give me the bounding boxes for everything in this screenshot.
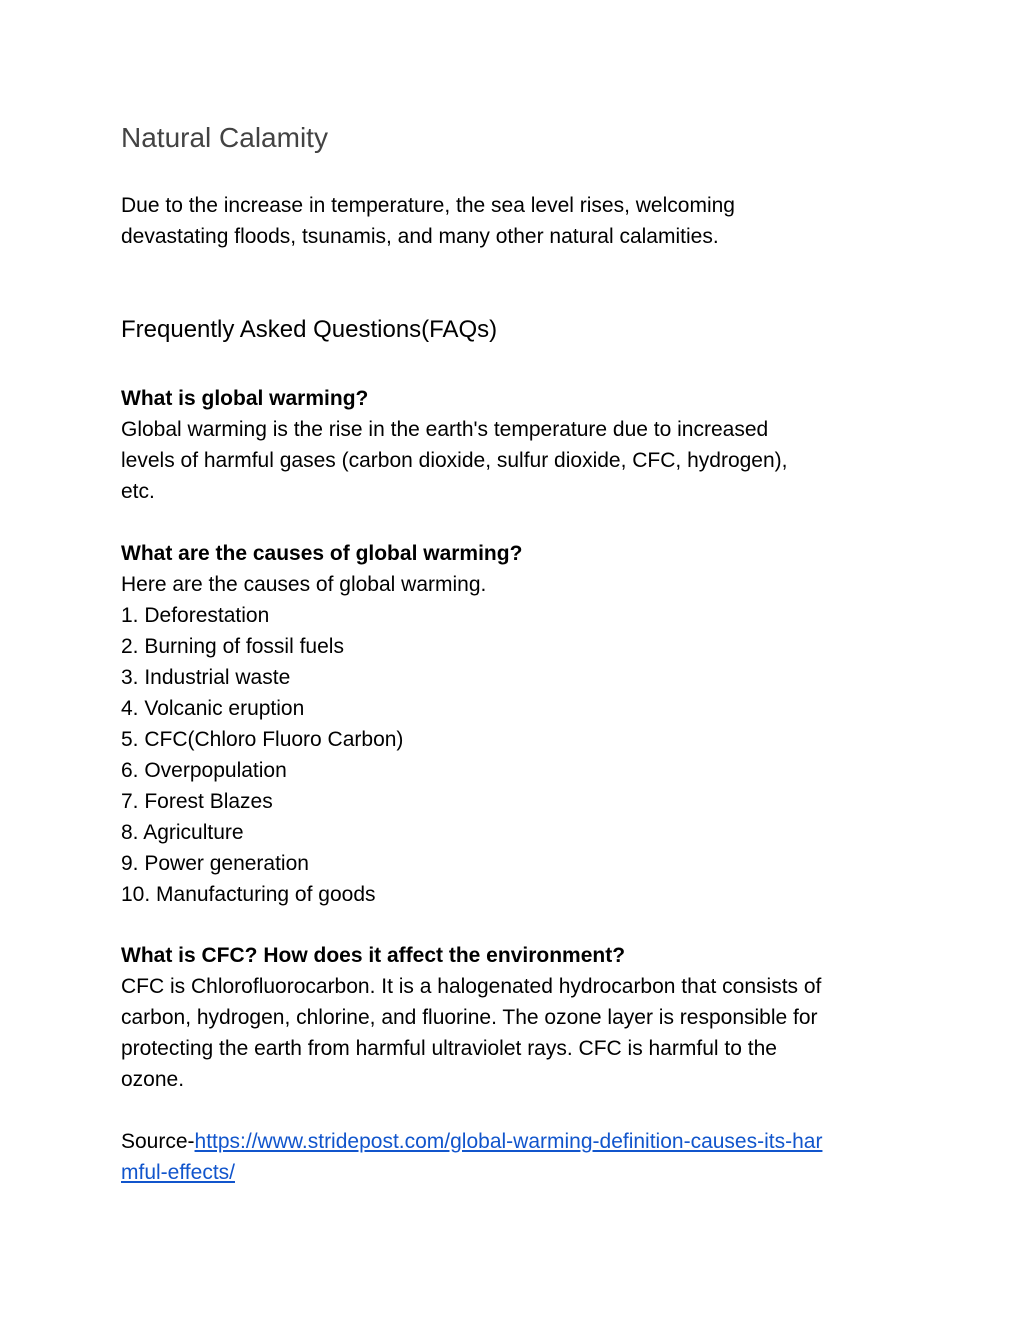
intro-line: devastating floods, tsunamis, and many other natural calamities. [121, 225, 719, 248]
source-line [121, 1157, 911, 1188]
source-link-continued[interactable]: mful-effects/ [121, 1161, 235, 1184]
list-item: 7. Forest Blazes [121, 790, 273, 813]
source-link[interactable]: https://www.stridepost.com/global-warming-definition-causes-its-har [194, 1130, 823, 1153]
intro-paragraph [121, 190, 911, 252]
faq-item [121, 538, 911, 910]
list-item: 2. Burning of fossil fuels [121, 635, 344, 658]
list-item: 9. Power generation [121, 852, 309, 875]
faq-answer-line: levels of harmful gases (carbon dioxide, sulfur dioxide, CFC, hydrogen), [121, 449, 788, 472]
faq-question: What are the causes of global warming? [121, 542, 523, 565]
faq-answer-line: CFC is Chlorofluorocarbon. It is a halogenated hydrocarbon that consists of [121, 975, 822, 998]
faq-question: What is CFC? How does it affect the environment? [121, 944, 626, 967]
list-item: 6. Overpopulation [121, 759, 287, 782]
causes-list [121, 600, 911, 910]
faq-item [121, 383, 911, 507]
faq-answer-line: ozone. [121, 1068, 185, 1091]
faq-answer-line: carbon, hydrogen, chlorine, and fluorine. The ozone layer is responsible for [121, 1006, 818, 1029]
list-item: 1. Deforestation [121, 604, 270, 627]
list-item: 3. Industrial waste [121, 666, 291, 689]
source-line [121, 1126, 911, 1157]
faq-answer-line: etc. [121, 480, 155, 503]
list-item: 5. CFC(Chloro Fluoro Carbon) [121, 728, 404, 751]
intro-line: Due to the increase in temperature, the sea level rises, welcoming [121, 194, 735, 217]
source-paragraph [121, 1126, 911, 1188]
list-item: 4. Volcanic eruption [121, 697, 305, 720]
faq-answer-line: Here are the causes of global warming. [121, 573, 487, 596]
source-label: Source- [121, 1130, 195, 1153]
faq-item [121, 940, 911, 1095]
faq-answer-line: Global warming is the rise in the earth's temperature due to increased [121, 418, 769, 441]
faq-answer-line: protecting the earth from harmful ultraviolet rays. CFC is harmful to the [121, 1037, 777, 1060]
list-item: 10. Manufacturing of goods [121, 883, 376, 906]
faq-question: What is global warming? [121, 387, 369, 410]
list-item: 8. Agriculture [121, 821, 244, 844]
section-title: Natural Calamity [121, 122, 328, 153]
faq-title: Frequently Asked Questions(FAQs) [121, 316, 498, 343]
